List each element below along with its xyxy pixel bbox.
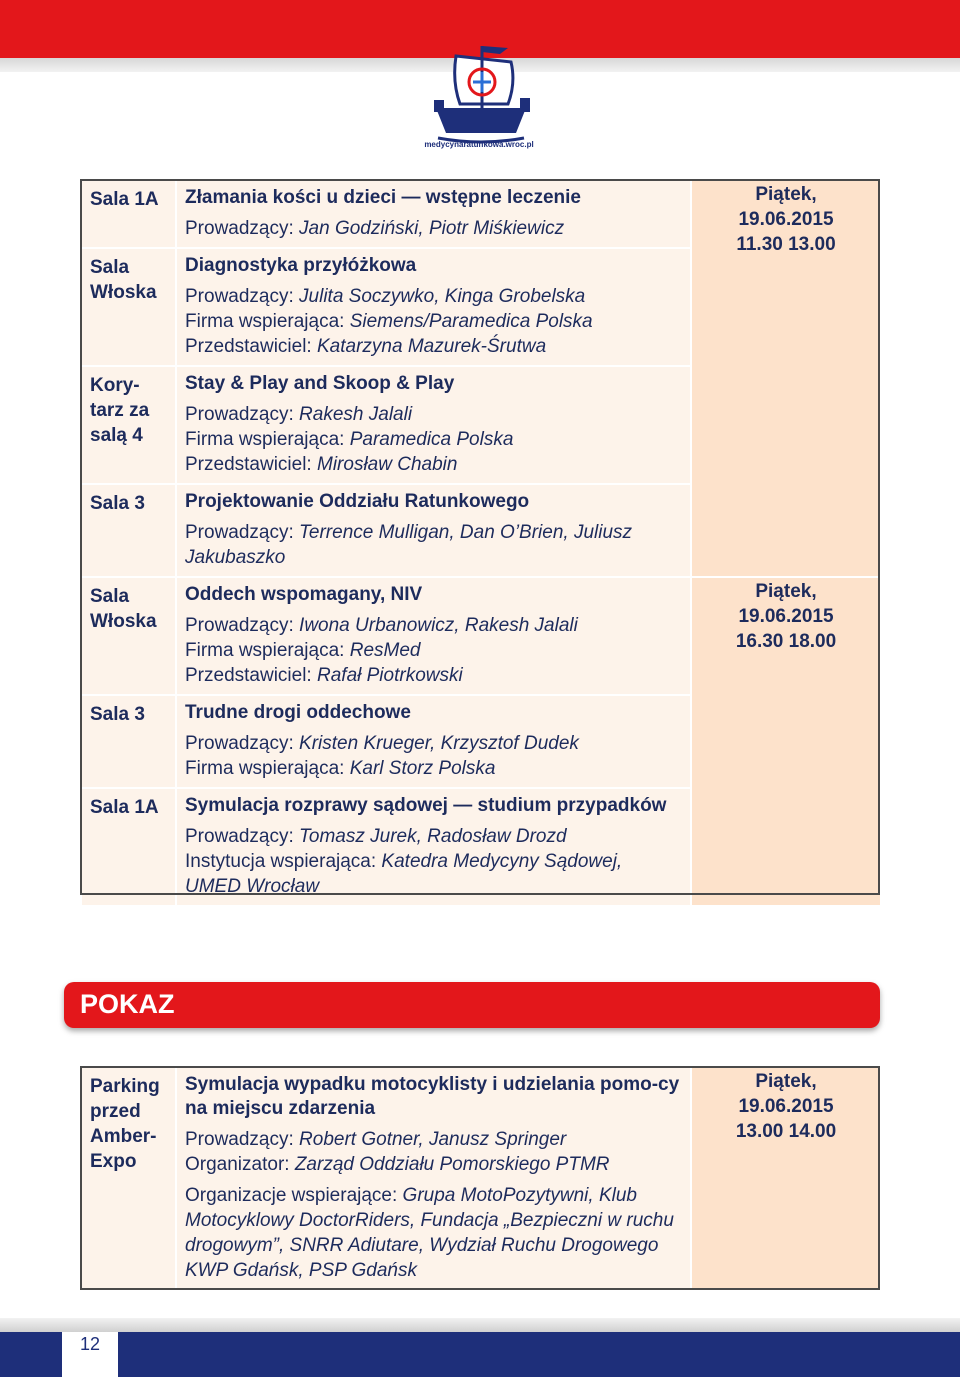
logo-text: medycynaratunkowa.wroc.pl bbox=[424, 140, 534, 149]
room-cell: Sala 3 bbox=[81, 695, 176, 788]
time-label: 13.00 14.00 bbox=[735, 1121, 837, 1142]
event-line: Przedstawiciel: Mirosław Chabin bbox=[185, 454, 458, 475]
event-cell bbox=[176, 248, 691, 366]
day-cell bbox=[691, 1067, 881, 1291]
event-line: Prowadzący: Robert Gotner, Janusz Springer bbox=[185, 1129, 567, 1150]
event-cell bbox=[176, 695, 691, 788]
logo-ship-icon bbox=[416, 38, 546, 150]
event-cell bbox=[176, 180, 691, 248]
date-label: 19.06.2015 bbox=[738, 1096, 834, 1117]
event-cell bbox=[176, 577, 691, 695]
event-cell bbox=[176, 1067, 691, 1291]
room-cell: Kory-tarz za salą 4 bbox=[81, 366, 176, 484]
bottom-grey-band bbox=[0, 1318, 960, 1332]
time-label: 16.30 18.00 bbox=[735, 631, 837, 652]
day-cell bbox=[691, 180, 881, 577]
event-cell bbox=[176, 788, 691, 906]
day-label: Piątek, bbox=[755, 581, 817, 602]
page-number: 12 bbox=[79, 1334, 101, 1354]
day-cell bbox=[691, 577, 881, 906]
event-title: Symulacja wypadku motocyklisty i udzielania pomo-cy na miejscu zdarzenia bbox=[185, 1074, 680, 1119]
day-label: Piątek, bbox=[755, 184, 817, 205]
event-line: Prowadzący: Terrence Mulligan, Dan O’Brien, Juliusz Jakubaszko bbox=[185, 522, 633, 568]
pokaz-heading: POKAZ bbox=[80, 989, 175, 1019]
event-line: Prowadzący: Kristen Krueger, Krzysztof Dudek bbox=[185, 733, 579, 754]
room-cell: Sala 1A bbox=[81, 180, 176, 248]
event-title: Oddech wspomagany, NIV bbox=[185, 584, 423, 605]
event-title: Symulacja rozprawy sądowej — studium przypadków bbox=[185, 795, 667, 816]
room-cell: Parking przed Amber-Expo bbox=[81, 1067, 176, 1291]
event-line: Instytucja wspierająca: Katedra Medycyny Sądowej, UMED Wrocław bbox=[185, 851, 623, 897]
event-line: Firma wspierająca: Karl Storz Polska bbox=[185, 758, 496, 779]
event-line: Prowadzący: Julita Soczywko, Kinga Grobelska bbox=[185, 286, 586, 307]
event-line: Firma wspierająca: Siemens/Paramedica Polska bbox=[185, 311, 593, 332]
pokaz-table bbox=[80, 1066, 882, 1292]
event-line: Organizacje wspierające: Grupa MotoPozytywni, Klub Motocyklowy DoctorRiders, Fundacja „Bezpieczni w ruchu drogowym”, SNRR Adiutare, Wydział Ruchu Drogowego KWP Gdańsk, PSP Gdańsk bbox=[185, 1185, 674, 1281]
pokaz-heading-banner bbox=[64, 982, 880, 1028]
day-label: Piątek, bbox=[755, 1071, 817, 1092]
event-line: Prowadzący: Tomasz Jurek, Radosław Drozd bbox=[185, 826, 567, 847]
event-line: Przedstawiciel: Katarzyna Mazurek-Śrutwa bbox=[185, 336, 547, 357]
room-cell: Sala Włoska bbox=[81, 577, 176, 695]
event-line: Firma wspierająca: ResMed bbox=[185, 640, 421, 661]
bottom-blue-bar bbox=[0, 1332, 960, 1377]
event-title: Diagnostyka przyłóżkowa bbox=[185, 255, 417, 276]
event-line: Prowadzący: Iwona Urbanowicz, Rakesh Jalali bbox=[185, 615, 578, 636]
event-line: Przedstawiciel: Rafał Piotrkowski bbox=[185, 665, 463, 686]
event-title: Stay & Play and Skoop & Play bbox=[185, 373, 455, 394]
event-title: Trudne drogi oddechowe bbox=[185, 702, 411, 723]
time-label: 11.30 13.00 bbox=[736, 234, 836, 255]
date-label: 19.06.2015 bbox=[738, 209, 834, 230]
room-cell: Sala 3 bbox=[81, 484, 176, 577]
event-line: Firma wspierająca: Paramedica Polska bbox=[185, 429, 514, 450]
date-label: 19.06.2015 bbox=[738, 606, 834, 627]
schedule-table bbox=[80, 179, 882, 907]
event-title: Złamania kości u dzieci — wstępne leczenie bbox=[185, 187, 581, 208]
event-line: Organizator: Zarząd Oddziału Pomorskiego PTMR bbox=[185, 1154, 610, 1175]
event-cell bbox=[176, 366, 691, 484]
event-cell bbox=[176, 484, 691, 577]
event-line: Prowadzący: Jan Godziński, Piotr Miśkiewicz bbox=[185, 218, 565, 239]
room-cell: Sala Włoska bbox=[81, 248, 176, 366]
event-line: Prowadzący: Rakesh Jalali bbox=[185, 404, 413, 425]
event-title: Projektowanie Oddziału Ratunkowego bbox=[185, 491, 530, 512]
room-cell: Sala 1A bbox=[81, 788, 176, 906]
